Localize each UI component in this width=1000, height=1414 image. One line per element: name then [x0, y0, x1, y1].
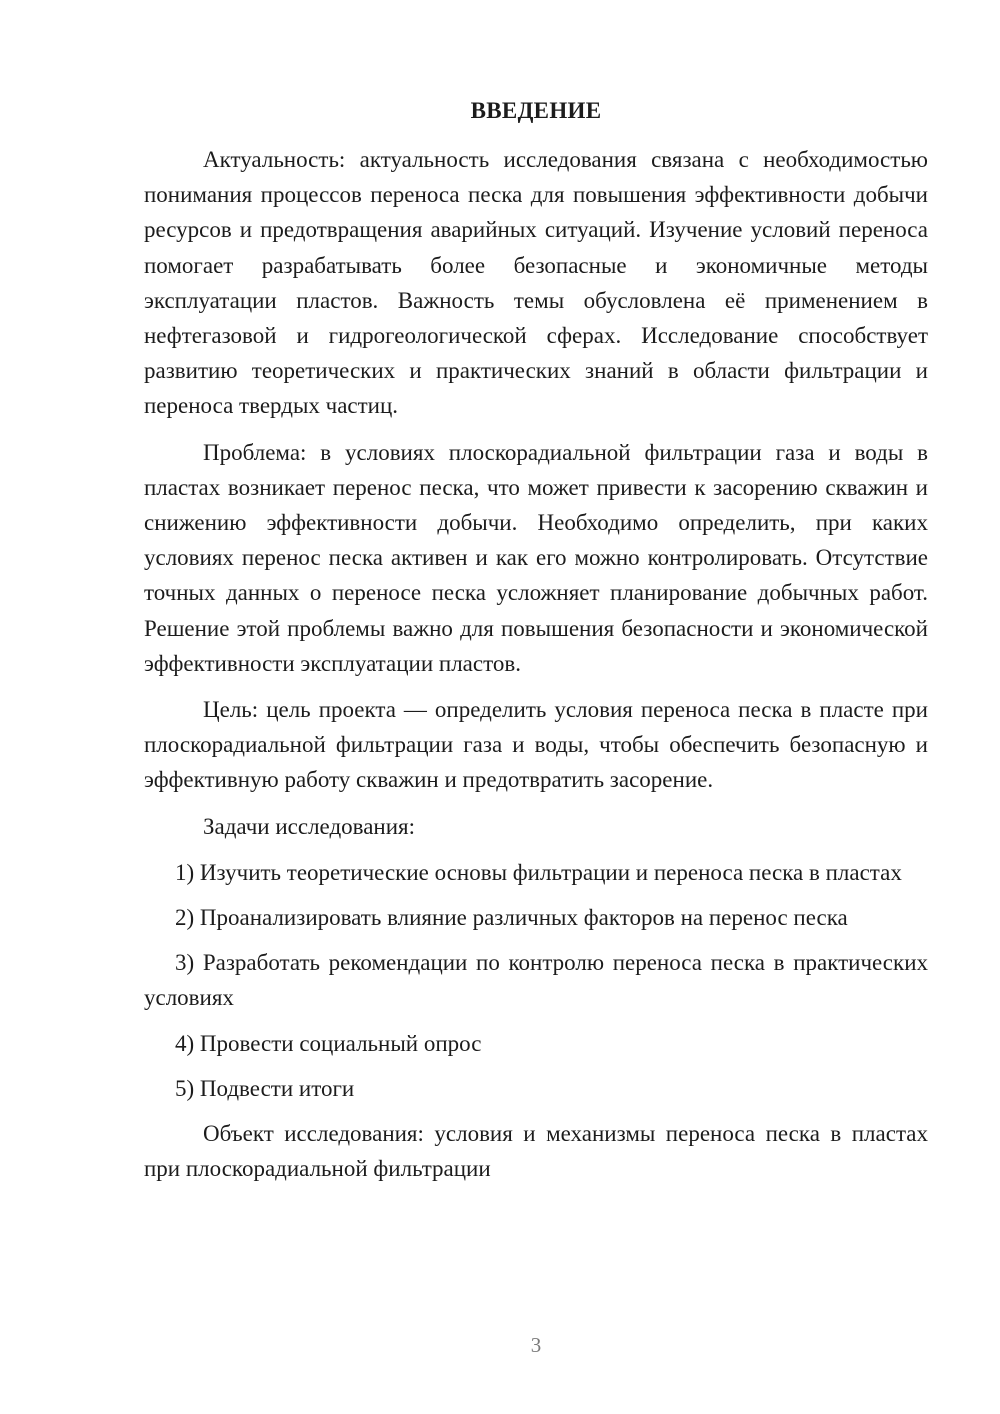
goal-paragraph: Цель: цель проекта — определить условия переноса песка в пласте при плоскорадиальной фильтрации газа и воды, чтобы обеспечить безопасную и эффективную работу скважин и предотвратить засорение. — [144, 697, 928, 793]
problem-paragraph: Проблема: в условиях плоскорадиальной фильтрации газа и воды в пластах возникает перенос песка, что может привести к засорению скважин и снижению эффективности добычи. Необходимо определить, при каких условиях перенос песка активен и как его можно контролировать. Отсутствие точных данных о переносе песка усложняет планирование добычных работ. Решение этой проблемы важно для повышения безопасности и экономической эффективности эксплуатации пластов. — [144, 439, 928, 676]
page-body — [144, 142, 928, 1197]
task-item-2: 2) Проанализировать влияние различных факторов на перенос песка — [175, 905, 848, 931]
tasks-heading: Задачи исследования: — [203, 813, 416, 839]
task-item-3: 3) Разработать рекомендации по контролю переноса песка в практических условиях — [144, 950, 928, 1011]
page-title: ВВЕДЕНИЕ — [470, 98, 602, 123]
task-item-4: 4) Провести социальный опрос — [175, 1030, 482, 1056]
task-item-5: 5) Подвести итоги — [175, 1075, 355, 1101]
page-number: 3 — [530, 1333, 542, 1357]
relevance-paragraph: Актуальность: актуальность исследования связана с необходимостью понимания процессов переноса песка для повышения эффективности добычи ресурсов и предотвращения аварийных ситуаций. Изучение условий переноса помогает разрабатывать более безопасные и экономичные методы эксплуатации пластов. Важность темы обусловлена её применением в нефтегазовой и гидрогеологической сферах. Исследование способствует развитию теоретических и практических знаний в области фильтрации и переноса твердых частиц. — [144, 147, 928, 419]
object-paragraph: Объект исследования: условия и механизмы переноса песка в пластах при плоскорадиальной фильтрации — [144, 1121, 928, 1182]
task-item-1: 1) Изучить теоретические основы фильтрации и переноса песка в пластах — [175, 859, 902, 885]
